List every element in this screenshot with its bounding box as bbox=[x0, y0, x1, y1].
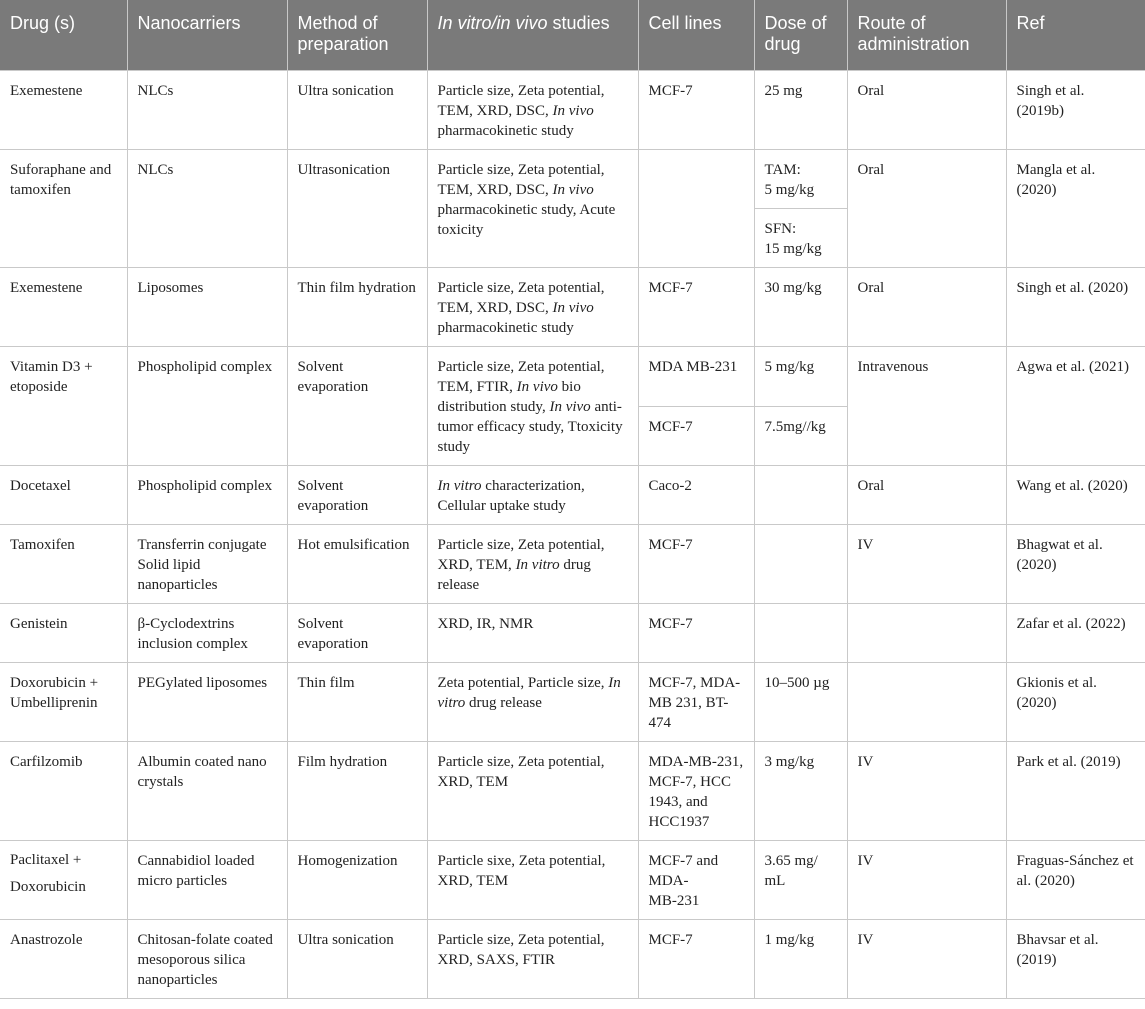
header-method: Method of preparation bbox=[287, 0, 427, 71]
studies-text: drug release bbox=[465, 695, 542, 711]
cell-nanocarrier: PEGylated liposomes bbox=[127, 663, 287, 742]
studies-text: anti-tumor efficacy study, Ttoxicity study bbox=[437, 399, 623, 455]
cell-route: IV bbox=[847, 920, 1006, 999]
cell-dose: 30 mg/kg bbox=[754, 268, 847, 347]
studies-italic: In vitro bbox=[437, 675, 621, 711]
cell-cell-lines: MDA MB-231 bbox=[638, 347, 754, 407]
table-row bbox=[0, 742, 1145, 841]
cell-drug: Exemestene bbox=[0, 71, 127, 150]
studies-text: Particle size, Zeta potential, TEM, XRD, DSC, bbox=[437, 280, 605, 316]
table-row bbox=[0, 525, 1145, 604]
cell-nanocarrier: Chitosan-folate coated mesoporous silica nanoparticles bbox=[127, 920, 287, 999]
cell-drug: Anastrozole bbox=[0, 920, 127, 999]
cell-dose: 10–500 µg bbox=[754, 663, 847, 742]
cell-nanocarrier: NLCs bbox=[127, 71, 287, 150]
cell-cell-lines: MCF-7 and MDA- MB-231 bbox=[638, 841, 754, 920]
cell-dose bbox=[754, 466, 847, 525]
cell-method: Ultrasonication bbox=[287, 150, 427, 268]
cell-dose bbox=[754, 604, 847, 663]
cell-ref: Park et al. (2019) bbox=[1006, 742, 1145, 841]
table-row bbox=[0, 71, 1145, 150]
cell-drug: Suforaphane and tamoxifen bbox=[0, 150, 127, 268]
cell-cell-lines: MCF-7 bbox=[638, 268, 754, 347]
studies-text: bio distribution study, bbox=[437, 379, 581, 415]
cell-drug: Genistein bbox=[0, 604, 127, 663]
header-studies bbox=[427, 0, 638, 71]
cell-drug: Carfilzomib bbox=[0, 742, 127, 841]
cell-studies bbox=[427, 525, 638, 604]
table-row bbox=[0, 150, 1145, 209]
cell-nanocarrier: β-Cyclodextrins inclusion complex bbox=[127, 604, 287, 663]
cell-ref: Zafar et al. (2022) bbox=[1006, 604, 1145, 663]
cell-ref: Bhavsar et al. (2019) bbox=[1006, 920, 1145, 999]
cell-cell-lines: MCF-7 bbox=[638, 604, 754, 663]
header-route: Route of administration bbox=[847, 0, 1006, 71]
cell-studies bbox=[427, 466, 638, 525]
cell-dose: TAM: 5 mg/kg bbox=[754, 150, 847, 209]
cell-cell-lines bbox=[638, 150, 754, 268]
table-row bbox=[0, 920, 1145, 999]
cell-route: IV bbox=[847, 841, 1006, 920]
cell-dose: 1 mg/kg bbox=[754, 920, 847, 999]
header-cell-lines: Cell lines bbox=[638, 0, 754, 71]
studies-text: Particle size, Zeta potential, TEM, XRD, DSC, bbox=[437, 83, 605, 119]
cell-method: Ultra sonication bbox=[287, 71, 427, 150]
studies-italic: In vivo bbox=[552, 300, 594, 316]
cell-nanocarrier: Liposomes bbox=[127, 268, 287, 347]
cell-cell-lines: MCF-7, MDA-MB 231, BT-474 bbox=[638, 663, 754, 742]
cell-studies bbox=[427, 71, 638, 150]
cell-cell-lines: MCF-7 bbox=[638, 71, 754, 150]
cell-nanocarrier: Albumin coated nano crystals bbox=[127, 742, 287, 841]
studies-italic: In vivo bbox=[552, 182, 594, 198]
studies-italic: In vivo bbox=[549, 399, 591, 415]
cell-drug: Paclitaxel + Doxorubicin bbox=[0, 841, 127, 920]
cell-ref: Mangla et al. (2020) bbox=[1006, 150, 1145, 268]
cell-nanocarrier: Phospholipid complex bbox=[127, 466, 287, 525]
cell-ref: Wang et al. (2020) bbox=[1006, 466, 1145, 525]
cell-studies bbox=[427, 663, 638, 742]
cell-route: IV bbox=[847, 525, 1006, 604]
cell-cell-lines: MCF-7 bbox=[638, 525, 754, 604]
cell-route: Intravenous bbox=[847, 347, 1006, 466]
cell-route bbox=[847, 663, 1006, 742]
cell-cell-lines: MCF-7 bbox=[638, 406, 754, 466]
cell-ref: Singh et al. (2020) bbox=[1006, 268, 1145, 347]
cell-method: Ultra sonication bbox=[287, 920, 427, 999]
cell-cell-lines: MDA-MB-231, MCF-7, HCC 1943, and HCC1937 bbox=[638, 742, 754, 841]
cell-dose: SFN: 15 mg/kg bbox=[754, 209, 847, 268]
cell-drug: Docetaxel bbox=[0, 466, 127, 525]
cell-nanocarrier: NLCs bbox=[127, 150, 287, 268]
studies-italic: In vivo bbox=[516, 379, 558, 395]
cell-route: Oral bbox=[847, 150, 1006, 268]
cell-method: Thin film bbox=[287, 663, 427, 742]
cell-drug: Exemestene bbox=[0, 268, 127, 347]
cell-dose bbox=[754, 525, 847, 604]
cell-method: Homogenization bbox=[287, 841, 427, 920]
cell-studies: Particle size, Zeta potential, XRD, SAXS, FTIR bbox=[427, 920, 638, 999]
studies-text: Zeta potential, Particle size, bbox=[437, 675, 609, 691]
cell-studies bbox=[427, 347, 638, 466]
cell-method: Solvent evaporation bbox=[287, 604, 427, 663]
header-ref: Ref bbox=[1006, 0, 1145, 71]
cell-studies: Particle size, Zeta potential, XRD, TEM bbox=[427, 742, 638, 841]
studies-text: Particle size, Zeta potential, TEM, XRD, DSC, bbox=[437, 162, 605, 198]
cell-nanocarrier: Transferrin conjugate Solid lipid nanoparticles bbox=[127, 525, 287, 604]
table-row bbox=[0, 347, 1145, 407]
cell-studies bbox=[427, 268, 638, 347]
cell-dose: 25 mg bbox=[754, 71, 847, 150]
cell-nanocarrier: Cannabidiol loaded micro particles bbox=[127, 841, 287, 920]
cell-dose: 3 mg/kg bbox=[754, 742, 847, 841]
cell-method: Solvent evaporation bbox=[287, 347, 427, 466]
cell-route bbox=[847, 604, 1006, 663]
cell-cell-lines: MCF-7 bbox=[638, 920, 754, 999]
cell-drug: Doxorubicin + Umbelliprenin bbox=[0, 663, 127, 742]
studies-text: Particle size, Zeta potential, XRD, TEM, bbox=[437, 537, 605, 573]
studies-italic: In vivo bbox=[552, 103, 594, 119]
cell-ref: Singh et al. (2019b) bbox=[1006, 71, 1145, 150]
studies-text: pharmacokinetic study bbox=[437, 123, 574, 139]
studies-italic: In vitro bbox=[437, 478, 482, 494]
cell-method: Film hydration bbox=[287, 742, 427, 841]
table-row bbox=[0, 604, 1145, 663]
header-dose: Dose of drug bbox=[754, 0, 847, 71]
studies-text: pharmacokinetic study, Acute toxicity bbox=[437, 202, 616, 238]
cell-studies bbox=[427, 150, 638, 268]
cell-ref: Bhagwat et al. (2020) bbox=[1006, 525, 1145, 604]
cell-method: Hot emulsification bbox=[287, 525, 427, 604]
cell-route: Oral bbox=[847, 268, 1006, 347]
studies-text: drug release bbox=[437, 557, 591, 593]
cell-dose: 3.65 mg/ mL bbox=[754, 841, 847, 920]
header-drug: Drug (s) bbox=[0, 0, 127, 71]
studies-italic: In vitro bbox=[515, 557, 560, 573]
studies-text: characterization, Cellular uptake study bbox=[437, 478, 585, 514]
cell-drug: Tamoxifen bbox=[0, 525, 127, 604]
cell-method: Thin film hydration bbox=[287, 268, 427, 347]
cell-route: IV bbox=[847, 742, 1006, 841]
header-studies-rest: studies bbox=[547, 13, 610, 33]
cell-route: Oral bbox=[847, 466, 1006, 525]
header-row bbox=[0, 0, 1145, 71]
cell-cell-lines: Caco-2 bbox=[638, 466, 754, 525]
studies-text: pharmacokinetic study bbox=[437, 320, 574, 336]
cell-ref: Gkionis et al. (2020) bbox=[1006, 663, 1145, 742]
cell-ref: Fraguas-Sánchez et al. (2020) bbox=[1006, 841, 1145, 920]
cell-route: Oral bbox=[847, 71, 1006, 150]
table-row bbox=[0, 268, 1145, 347]
cell-studies: XRD, IR, NMR bbox=[427, 604, 638, 663]
cell-dose: 5 mg/kg bbox=[754, 347, 847, 407]
studies-text: Particle size, Zeta potential, TEM, FTIR, bbox=[437, 359, 605, 395]
cell-drug: Vitamin D3 + etoposide bbox=[0, 347, 127, 466]
header-studies-italic: In vitro/in vivo bbox=[437, 13, 548, 33]
header-nanocarriers: Nanocarriers bbox=[127, 0, 287, 71]
cell-nanocarrier: Phospholipid complex bbox=[127, 347, 287, 466]
cell-method: Solvent evaporation bbox=[287, 466, 427, 525]
table-row bbox=[0, 841, 1145, 920]
cell-ref: Agwa et al. (2021) bbox=[1006, 347, 1145, 466]
table-row bbox=[0, 663, 1145, 742]
cell-studies: Particle sixe, Zeta potential, XRD, TEM bbox=[427, 841, 638, 920]
cell-dose: 7.5mg//kg bbox=[754, 406, 847, 466]
table-row bbox=[0, 466, 1145, 525]
